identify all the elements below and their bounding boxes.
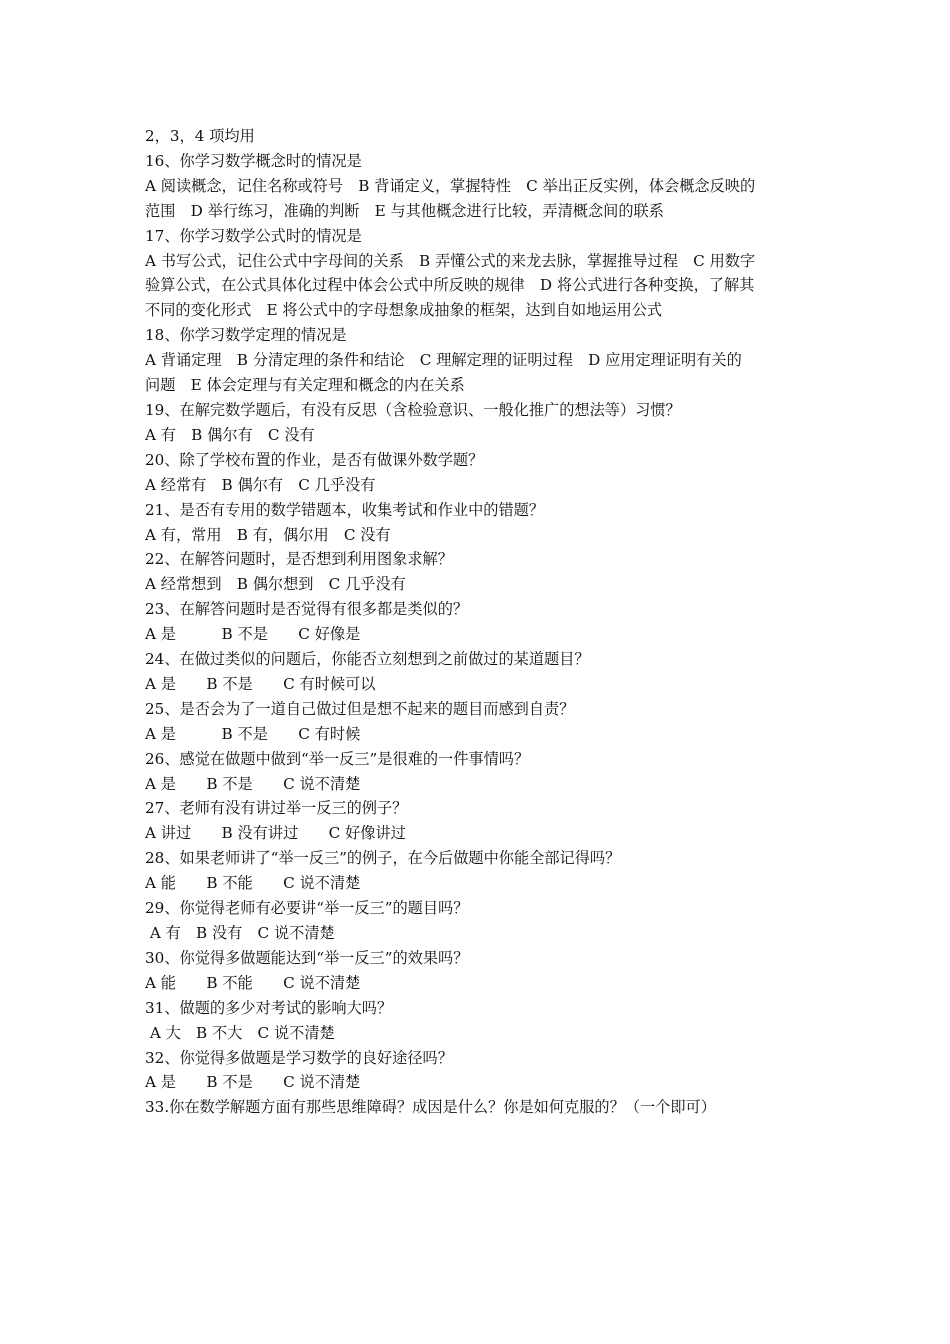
question-27: 27、老师有没有讲过举一反三的例子？ <box>145 799 408 818</box>
options-26: A 是 B 不是 C 说不清楚 <box>145 774 361 793</box>
options-16-line-1: A 阅读概念，记住名称或符号 B 背诵定义，掌握特性 C 举出正反实例，体会概念反映的 <box>145 176 756 195</box>
question-22: 22、在解答问题时，是否想到利用图象求解？ <box>145 550 453 569</box>
question-18: 18、你学习数学定理的情况是 <box>145 326 347 345</box>
options-17-line-2: 验算公式，在公式具体化过程中体会公式中所反映的规律 D 将公式进行各种变换，了解其 <box>145 276 755 295</box>
question-31: 31、做题的多少对考试的影响大吗？ <box>145 998 393 1017</box>
options-18-line-1: A 背诵定理 B 分清定理的条件和结论 C 理解定理的证明过程 D 应用定理证明有关的 <box>145 351 742 370</box>
options-31: A 大 B 不大 C 说不清楚 <box>145 1023 335 1042</box>
text-line: 2，3，4 项均用 <box>145 127 255 145</box>
question-28: 28、如果老师讲了“举一反三”的例子，在今后做题中你能全部记得吗？ <box>145 849 621 868</box>
question-17: 17、你学习数学公式时的情况是 <box>145 226 362 245</box>
question-29: 29、你觉得老师有必要讲“举一反三”的题目吗？ <box>145 899 469 918</box>
options-29: A 有 B 没有 C 说不清楚 <box>145 924 335 942</box>
question-20: 20、除了学校布置的作业，是否有做课外数学题？ <box>145 450 484 469</box>
options-30: A 能 B 不能 C 说不清楚 <box>145 973 361 992</box>
options-27: A 讲过 B 没有讲过 C 好像讲过 <box>145 824 406 843</box>
options-22: A 经常想到 B 偶尔想到 C 几乎没有 <box>145 575 406 594</box>
options-23: A 是 B 不是 C 好像是 <box>145 625 361 644</box>
options-24: A 是 B 不是 C 有时候可以 <box>145 674 376 693</box>
options-28: A 能 B 不能 C 说不清楚 <box>145 874 361 893</box>
options-19: A 有 B 偶尔有 C 没有 <box>145 425 315 444</box>
question-32: 32、你觉得多做题是学习数学的良好途径吗？ <box>145 1048 453 1067</box>
question-16: 16、你学习数学概念时的情况是 <box>145 151 362 170</box>
options-17-line-1: A 书写公式，记住公式中字母间的关系 B 弄懂公式的来龙去脉，掌握推导过程 C 用数字 <box>145 251 756 270</box>
question-21: 21、是否有专用的数学错题本，收集考试和作业中的错题？ <box>145 500 545 519</box>
question-24: 24、在做过类似的问题后，你能否立刻想到之前做过的某道题目？ <box>145 650 590 669</box>
question-19: 19、在解完数学题后，有没有反思（含检验意识、一般化推广的想法等）习惯？ <box>145 400 681 419</box>
options-21: A 有，常用 B 有，偶尔用 C 没有 <box>145 525 391 544</box>
options-20: A 经常有 B 偶尔有 C 几乎没有 <box>145 475 376 494</box>
question-23: 23、在解答问题时是否觉得有很多都是类似的？ <box>145 600 469 619</box>
options-32: A 是 B 不是 C 说不清楚 <box>145 1073 361 1092</box>
question-25: 25、是否会为了一道自己做过但是想不起来的题目而感到自责？ <box>145 699 575 718</box>
question-26: 26、感觉在做题中做到“举一反三”是很难的一件事情吗？ <box>145 749 530 768</box>
options-16-line-2: 范围 D 举行练习，准确的判断 E 与其他概念进行比较，弄清概念间的联系 <box>145 201 664 220</box>
document-page <box>145 124 810 1120</box>
question-33: 33.你在数学解题方面有那些思维障碍？成因是什么？你是如何克服的？（一个即可） <box>145 1098 716 1117</box>
options-17-line-3: 不同的变化形式 E 将公式中的字母想象成抽象的框架，达到自如地运用公式 <box>145 301 663 320</box>
options-25: A 是 B 不是 C 有时候 <box>145 724 361 743</box>
options-18-line-2: 问题 E 体会定理与有关定理和概念的内在关系 <box>145 376 465 395</box>
question-30: 30、你觉得多做题能达到“举一反三”的效果吗？ <box>145 948 469 967</box>
